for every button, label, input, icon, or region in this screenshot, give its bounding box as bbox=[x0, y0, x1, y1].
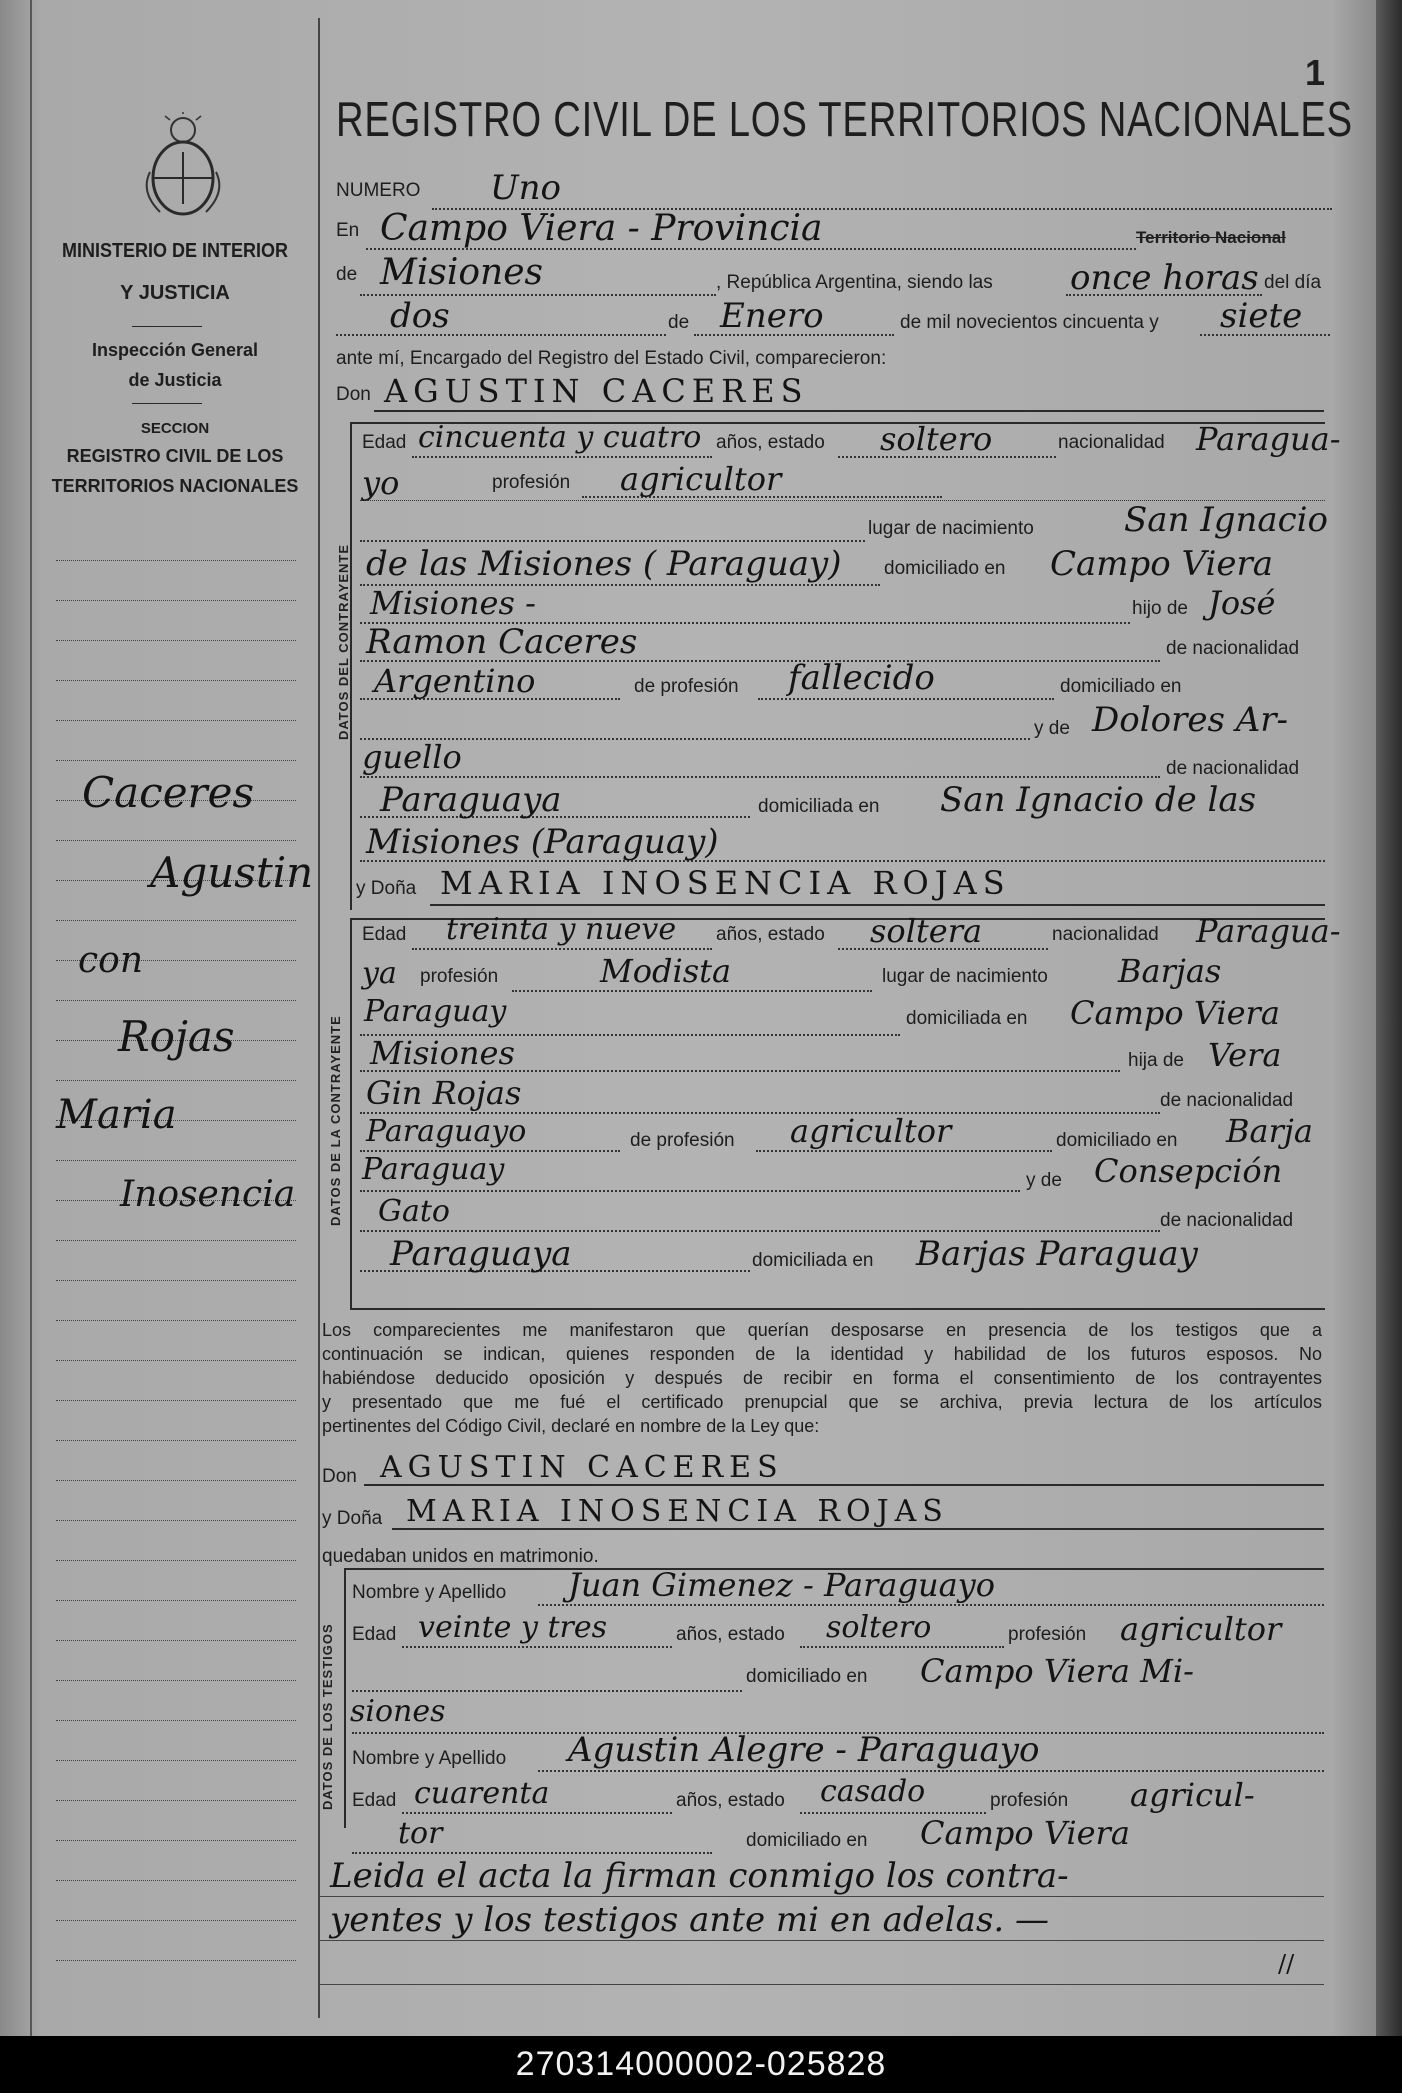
ante-text: ante mí, Encargado del Registro del Estado Civil, comparecieron: bbox=[336, 348, 887, 369]
day-line bbox=[336, 334, 666, 336]
bride-block-border bbox=[350, 918, 352, 1308]
bride-edad-value: treinta y nueve bbox=[446, 912, 677, 947]
decl-bride-name: MARIA INOSENCIA ROJAS bbox=[406, 1494, 949, 1529]
w1-domicilio-cont: siones bbox=[350, 1694, 446, 1729]
month-value: Enero bbox=[720, 296, 824, 336]
en-label: En bbox=[336, 220, 360, 241]
w2-profesion-cont: tor bbox=[398, 1816, 443, 1851]
groom-edad-line bbox=[412, 456, 712, 458]
groom-edad-label: Edad bbox=[362, 432, 407, 453]
book-binding bbox=[1376, 0, 1402, 2036]
bride-dom-cont: Misiones bbox=[370, 1034, 515, 1072]
sidebar-rule-line bbox=[56, 1560, 296, 1561]
w2-prof-label: profesión bbox=[990, 1790, 1069, 1811]
bride-father-profession: agricultor bbox=[790, 1112, 952, 1150]
bride-lugar-label: lugar de nacimiento bbox=[882, 966, 1048, 987]
w2-edad-label: Edad bbox=[352, 1790, 397, 1811]
declaration-line: continuación se indican, quienes responden de la identidad y habilidad de los futuros esposos. No bbox=[322, 1344, 1322, 1364]
sidebar-rule-line bbox=[56, 920, 296, 921]
w2-name-line bbox=[538, 1770, 1324, 1772]
groom-mother-line bbox=[360, 776, 1160, 778]
w1-blank-line bbox=[352, 1690, 742, 1692]
witness-block-border bbox=[344, 1568, 346, 1828]
left-edge-line bbox=[30, 0, 32, 2036]
inspection-line1: Inspección General bbox=[91, 340, 259, 360]
w2-prof-line bbox=[352, 1852, 712, 1854]
bride-lugar-value: Barjas bbox=[1118, 952, 1222, 990]
sidebar-rule-line bbox=[56, 1800, 296, 1801]
bride-mother-name-cont: Gato bbox=[378, 1194, 450, 1229]
bride-father-dom-line bbox=[360, 1190, 1020, 1192]
w1-nombre-label: Nombre y Apellido bbox=[352, 1582, 507, 1603]
closing-line1 bbox=[318, 1896, 1324, 1897]
groom-father-nationality: Argentino bbox=[374, 662, 536, 700]
bride-nac-cont: ya bbox=[362, 956, 397, 991]
groom-prof-label: profesión bbox=[492, 472, 571, 493]
sidebar-rule-line bbox=[56, 1000, 296, 1001]
coat-of-arms-icon bbox=[140, 112, 226, 222]
groom-side-label: DATOS DEL CONTRAYENTE bbox=[336, 543, 351, 740]
ministry-line1: MINISTERIO DE INTERIOR bbox=[61, 240, 289, 262]
groom-nac-cont: yo bbox=[362, 464, 400, 502]
declaration-line: Los comparecientes me manifestaron que querían desposarse en presencia de los testigos que a bbox=[322, 1320, 1322, 1340]
sidebar-rule-line bbox=[56, 1640, 296, 1641]
sidebar-rule-line bbox=[56, 1920, 296, 1921]
closing-line2 bbox=[318, 1940, 1324, 1941]
sidebar-rule bbox=[132, 403, 202, 404]
groom-mother-name: Dolores Ar- bbox=[1092, 700, 1288, 740]
document-id-bar bbox=[0, 2036, 1402, 2093]
w2-edad: cuarenta bbox=[414, 1776, 550, 1811]
groom-de-nac-label: de nacionalidad bbox=[1166, 638, 1300, 659]
w2-name: Agustin Alegre - Paraguayo bbox=[568, 1730, 1040, 1770]
bride-edad-line bbox=[412, 948, 712, 950]
groom-mother-nat-label: de nacionalidad bbox=[1166, 758, 1300, 779]
groom-lugar-label: lugar de nacimiento bbox=[868, 518, 1034, 539]
sidebar-rule-line bbox=[56, 640, 296, 641]
page-number: 1 bbox=[1305, 52, 1326, 93]
bride-de-nac-label: de nacionalidad bbox=[1160, 1090, 1294, 1111]
bride-father-prof-line bbox=[756, 1150, 1052, 1152]
groom-father-name: José bbox=[1208, 584, 1276, 622]
bride-anos-estado: años, estado bbox=[716, 924, 825, 945]
sidebar-rule-line bbox=[56, 720, 296, 721]
w2-domicilio: Campo Viera bbox=[920, 1814, 1130, 1852]
groom-lugar-cont: de las Misiones ( Paraguay) bbox=[366, 544, 842, 584]
groom-name: AGUSTIN CACERES bbox=[384, 372, 809, 410]
w1-name: Juan Gimenez - Paraguayo bbox=[568, 1566, 995, 1604]
bride-dom-value: Campo Viera bbox=[1070, 994, 1280, 1032]
sidebar-rule-line bbox=[56, 840, 296, 841]
groom-hijo-label: hijo de bbox=[1132, 598, 1188, 619]
groom-dom-value: Campo Viera bbox=[1050, 544, 1274, 584]
w1-anos-estado: años, estado bbox=[676, 1624, 785, 1645]
groom-anos-estado: años, estado bbox=[716, 432, 825, 453]
margin-note: con bbox=[78, 940, 144, 981]
bride-father-dom-label: domiciliado en bbox=[1056, 1130, 1178, 1151]
groom-father-dom-label: domiciliado en bbox=[1060, 676, 1182, 697]
groom-nac-value: Paragua- bbox=[1196, 420, 1341, 458]
margin-note: Rojas bbox=[118, 1012, 235, 1061]
w1-edad-line bbox=[402, 1646, 672, 1648]
sidebar-rule-line bbox=[56, 1440, 296, 1441]
groom-mother-name-cont: guello bbox=[362, 738, 462, 776]
bride-mother-domiciliada-label: domiciliada en bbox=[752, 1250, 874, 1271]
republica-text: , República Argentina, siendo las bbox=[716, 272, 993, 293]
closing-note-line1: Leida el acta la firman conmigo los contra- bbox=[330, 1856, 1069, 1896]
de-value: Misiones bbox=[380, 252, 544, 293]
bride-de-prof-label: de profesión bbox=[630, 1130, 735, 1151]
declaration-line: habiéndose deducido oposición y después de recibir en forma el consentimiento de los contrayentes bbox=[322, 1368, 1322, 1388]
groom-edad-value: cincuenta y cuatro bbox=[418, 420, 702, 455]
numero-value: Uno bbox=[490, 168, 562, 208]
margin-note: Maria bbox=[56, 1092, 177, 1138]
sidebar-rule-line bbox=[56, 1520, 296, 1521]
de-label: de bbox=[336, 264, 358, 285]
closing-mark: // bbox=[1278, 1950, 1295, 1978]
bride-father-name: Vera bbox=[1208, 1036, 1282, 1074]
bride-father-domicilio: Barja bbox=[1226, 1112, 1313, 1150]
sidebar-rule-line bbox=[56, 560, 296, 561]
bride-block-bottom bbox=[350, 1308, 1325, 1310]
section-line1: REGISTRO CIVIL DE LOS bbox=[66, 446, 284, 466]
groom-father-prof-line bbox=[758, 698, 1054, 700]
territorio-label: Territorio Nacional bbox=[1136, 228, 1286, 247]
declaration-line: pertinentes del Código Civil, declaré en nombre de la Ley que: bbox=[322, 1416, 820, 1436]
bride-y-de-label: y de bbox=[1026, 1170, 1062, 1191]
sidebar-rule-line bbox=[56, 1400, 296, 1401]
w1-name-line bbox=[538, 1604, 1324, 1606]
document-id: 270314000002-025828 bbox=[515, 2045, 887, 2083]
section-line2: TERRITORIOS NACIONALES bbox=[51, 476, 299, 496]
groom-domiciliada-label: domiciliada en bbox=[758, 796, 880, 817]
w1-domicilio: Campo Viera Mi- bbox=[920, 1652, 1194, 1690]
sidebar-rule-line bbox=[56, 1600, 296, 1601]
sidebar-rule-line bbox=[56, 1720, 296, 1721]
margin-note: Inosencia bbox=[120, 1174, 296, 1215]
bride-nac-label: nacionalidad bbox=[1052, 924, 1159, 945]
sidebar-rule bbox=[132, 326, 202, 327]
hour-value: once horas bbox=[1070, 258, 1259, 298]
bride-nac-value: Paragua- bbox=[1196, 912, 1341, 950]
groom-father-name-cont: Ramon Caceres bbox=[366, 622, 638, 662]
bride-estado-value: soltera bbox=[870, 912, 983, 950]
bride-name-line bbox=[430, 904, 1325, 906]
margin-note: Caceres bbox=[82, 768, 255, 817]
sidebar-rule-line bbox=[56, 1680, 296, 1681]
w1-profesion: agricultor bbox=[1120, 1610, 1282, 1648]
w1-dom-label: domiciliado en bbox=[746, 1666, 868, 1687]
bride-side-label: DATOS DE LA CONTRAYENTE bbox=[328, 1015, 343, 1226]
sidebar-rule-line bbox=[56, 1760, 296, 1761]
witness-side-label: DATOS DE LOS TESTIGOS bbox=[320, 1623, 335, 1810]
year-text: de mil novecientos cincuenta y bbox=[900, 312, 1159, 333]
year-value: siete bbox=[1220, 296, 1303, 336]
w2-profesion: agricul- bbox=[1130, 1776, 1255, 1814]
groom-mother-nationality: Paraguaya bbox=[380, 780, 562, 820]
ministry-line2: Y JUSTICIA bbox=[120, 282, 230, 304]
bride-father-domicilio-cont: Paraguay bbox=[362, 1152, 505, 1187]
en-value: Campo Viera - Provincia bbox=[380, 208, 823, 249]
w1-prof-label: profesión bbox=[1008, 1624, 1087, 1645]
bride-mother-nationality: Paraguaya bbox=[390, 1234, 572, 1274]
w1-edad: veinte y tres bbox=[418, 1610, 607, 1645]
bride-mother-name: Consepción bbox=[1094, 1152, 1283, 1190]
groom-prof-value: agricultor bbox=[620, 460, 782, 498]
groom-nac-label: nacionalidad bbox=[1058, 432, 1165, 453]
closing-line3 bbox=[318, 1984, 1324, 1985]
w1-estado-line bbox=[800, 1646, 1004, 1648]
sidebar-rule-line bbox=[56, 1840, 296, 1841]
bride-prof-value: Modista bbox=[600, 952, 732, 990]
sidebar-rule-line bbox=[56, 680, 296, 681]
groom-lugar-value: San Ignacio bbox=[1124, 500, 1329, 540]
decl-dona-label: y Doña bbox=[322, 1508, 383, 1529]
sidebar-rule-line bbox=[56, 1320, 296, 1321]
margin-note: Agustin bbox=[150, 848, 314, 897]
sidebar-rule-line bbox=[56, 1360, 296, 1361]
bride-hija-label: hija de bbox=[1128, 1050, 1184, 1071]
sidebar-rule-line bbox=[56, 600, 296, 601]
bride-dom-label: domiciliada en bbox=[906, 1008, 1028, 1029]
day-value: dos bbox=[390, 296, 450, 336]
groom-name-line bbox=[374, 410, 1324, 412]
groom-blank-line2 bbox=[360, 540, 865, 542]
decl-groom-name: AGUSTIN CACERES bbox=[380, 1450, 784, 1485]
bride-prof-line bbox=[512, 990, 872, 992]
page-title: REGISTRO CIVIL DE LOS TERRITORIOS NACIONALES bbox=[336, 93, 1353, 147]
bride-father-name-cont: Gin Rojas bbox=[366, 1074, 522, 1112]
w2-edad-line bbox=[402, 1812, 672, 1814]
sidebar-rule-line bbox=[56, 1960, 296, 1961]
sidebar-rule-line bbox=[56, 1280, 296, 1281]
sidebar-rule-line bbox=[56, 1160, 296, 1161]
groom-father-profession: fallecido bbox=[788, 658, 935, 698]
numero-label: NUMERO bbox=[336, 180, 421, 201]
bride-prof-label: profesión bbox=[420, 966, 499, 987]
inspection-line2: de Justicia bbox=[128, 370, 222, 390]
w2-estado: casado bbox=[820, 1774, 926, 1809]
groom-de-prof-label: de profesión bbox=[634, 676, 739, 697]
sidebar-rule-line bbox=[56, 760, 296, 761]
bride-lugar-cont: Paraguay bbox=[364, 994, 507, 1029]
bride-mother-line bbox=[360, 1230, 1160, 1232]
bride-mother-domicilio: Barjas Paraguay bbox=[916, 1234, 1198, 1274]
groom-y-de-label: y de bbox=[1034, 718, 1070, 739]
groom-mother-domicilio-cont: Misiones (Paraguay) bbox=[366, 822, 719, 862]
closing-note-line2: yentes y los testigos ante mi en adelas. — bbox=[330, 1900, 1050, 1940]
bride-name: MARIA INOSENCIA ROJAS bbox=[440, 864, 1011, 902]
w2-anos-estado: años, estado bbox=[676, 1790, 785, 1811]
sidebar-rule-line bbox=[56, 1240, 296, 1241]
bride-edad-label: Edad bbox=[362, 924, 407, 945]
w1-edad-label: Edad bbox=[352, 1624, 397, 1645]
sidebar-rule-line bbox=[56, 1480, 296, 1481]
decl-don-label: Don bbox=[322, 1466, 357, 1487]
bride-father-nationality: Paraguayo bbox=[366, 1114, 527, 1149]
w2-dom-label: domiciliado en bbox=[746, 1830, 868, 1851]
del-dia-label: del día bbox=[1264, 272, 1322, 293]
declaration-line: y presentado que me fué el certificado prenupcial que se archiva, previa lectura de los artículos bbox=[322, 1392, 1322, 1412]
w2-nombre-label: Nombre y Apellido bbox=[352, 1748, 507, 1769]
groom-estado-value: soltero bbox=[880, 420, 993, 458]
decl-closing: quedaban unidos en matrimonio. bbox=[322, 1546, 599, 1567]
section-label: SECCION bbox=[140, 420, 210, 437]
groom-dom-cont: Misiones - bbox=[370, 584, 536, 622]
sidebar-rule-line bbox=[56, 1080, 296, 1081]
w1-estado: soltero bbox=[826, 1610, 932, 1645]
sidebar-rule-line bbox=[56, 1880, 296, 1881]
groom-mother-domicilio: San Ignacio de las bbox=[940, 780, 1257, 820]
groom-dom-label: domiciliado en bbox=[884, 558, 1006, 579]
don-label: Don bbox=[336, 384, 371, 405]
de2-label: de bbox=[668, 312, 690, 333]
bride-mother-nat-label: de nacionalidad bbox=[1160, 1210, 1294, 1231]
dona-label: y Doña bbox=[356, 878, 417, 899]
